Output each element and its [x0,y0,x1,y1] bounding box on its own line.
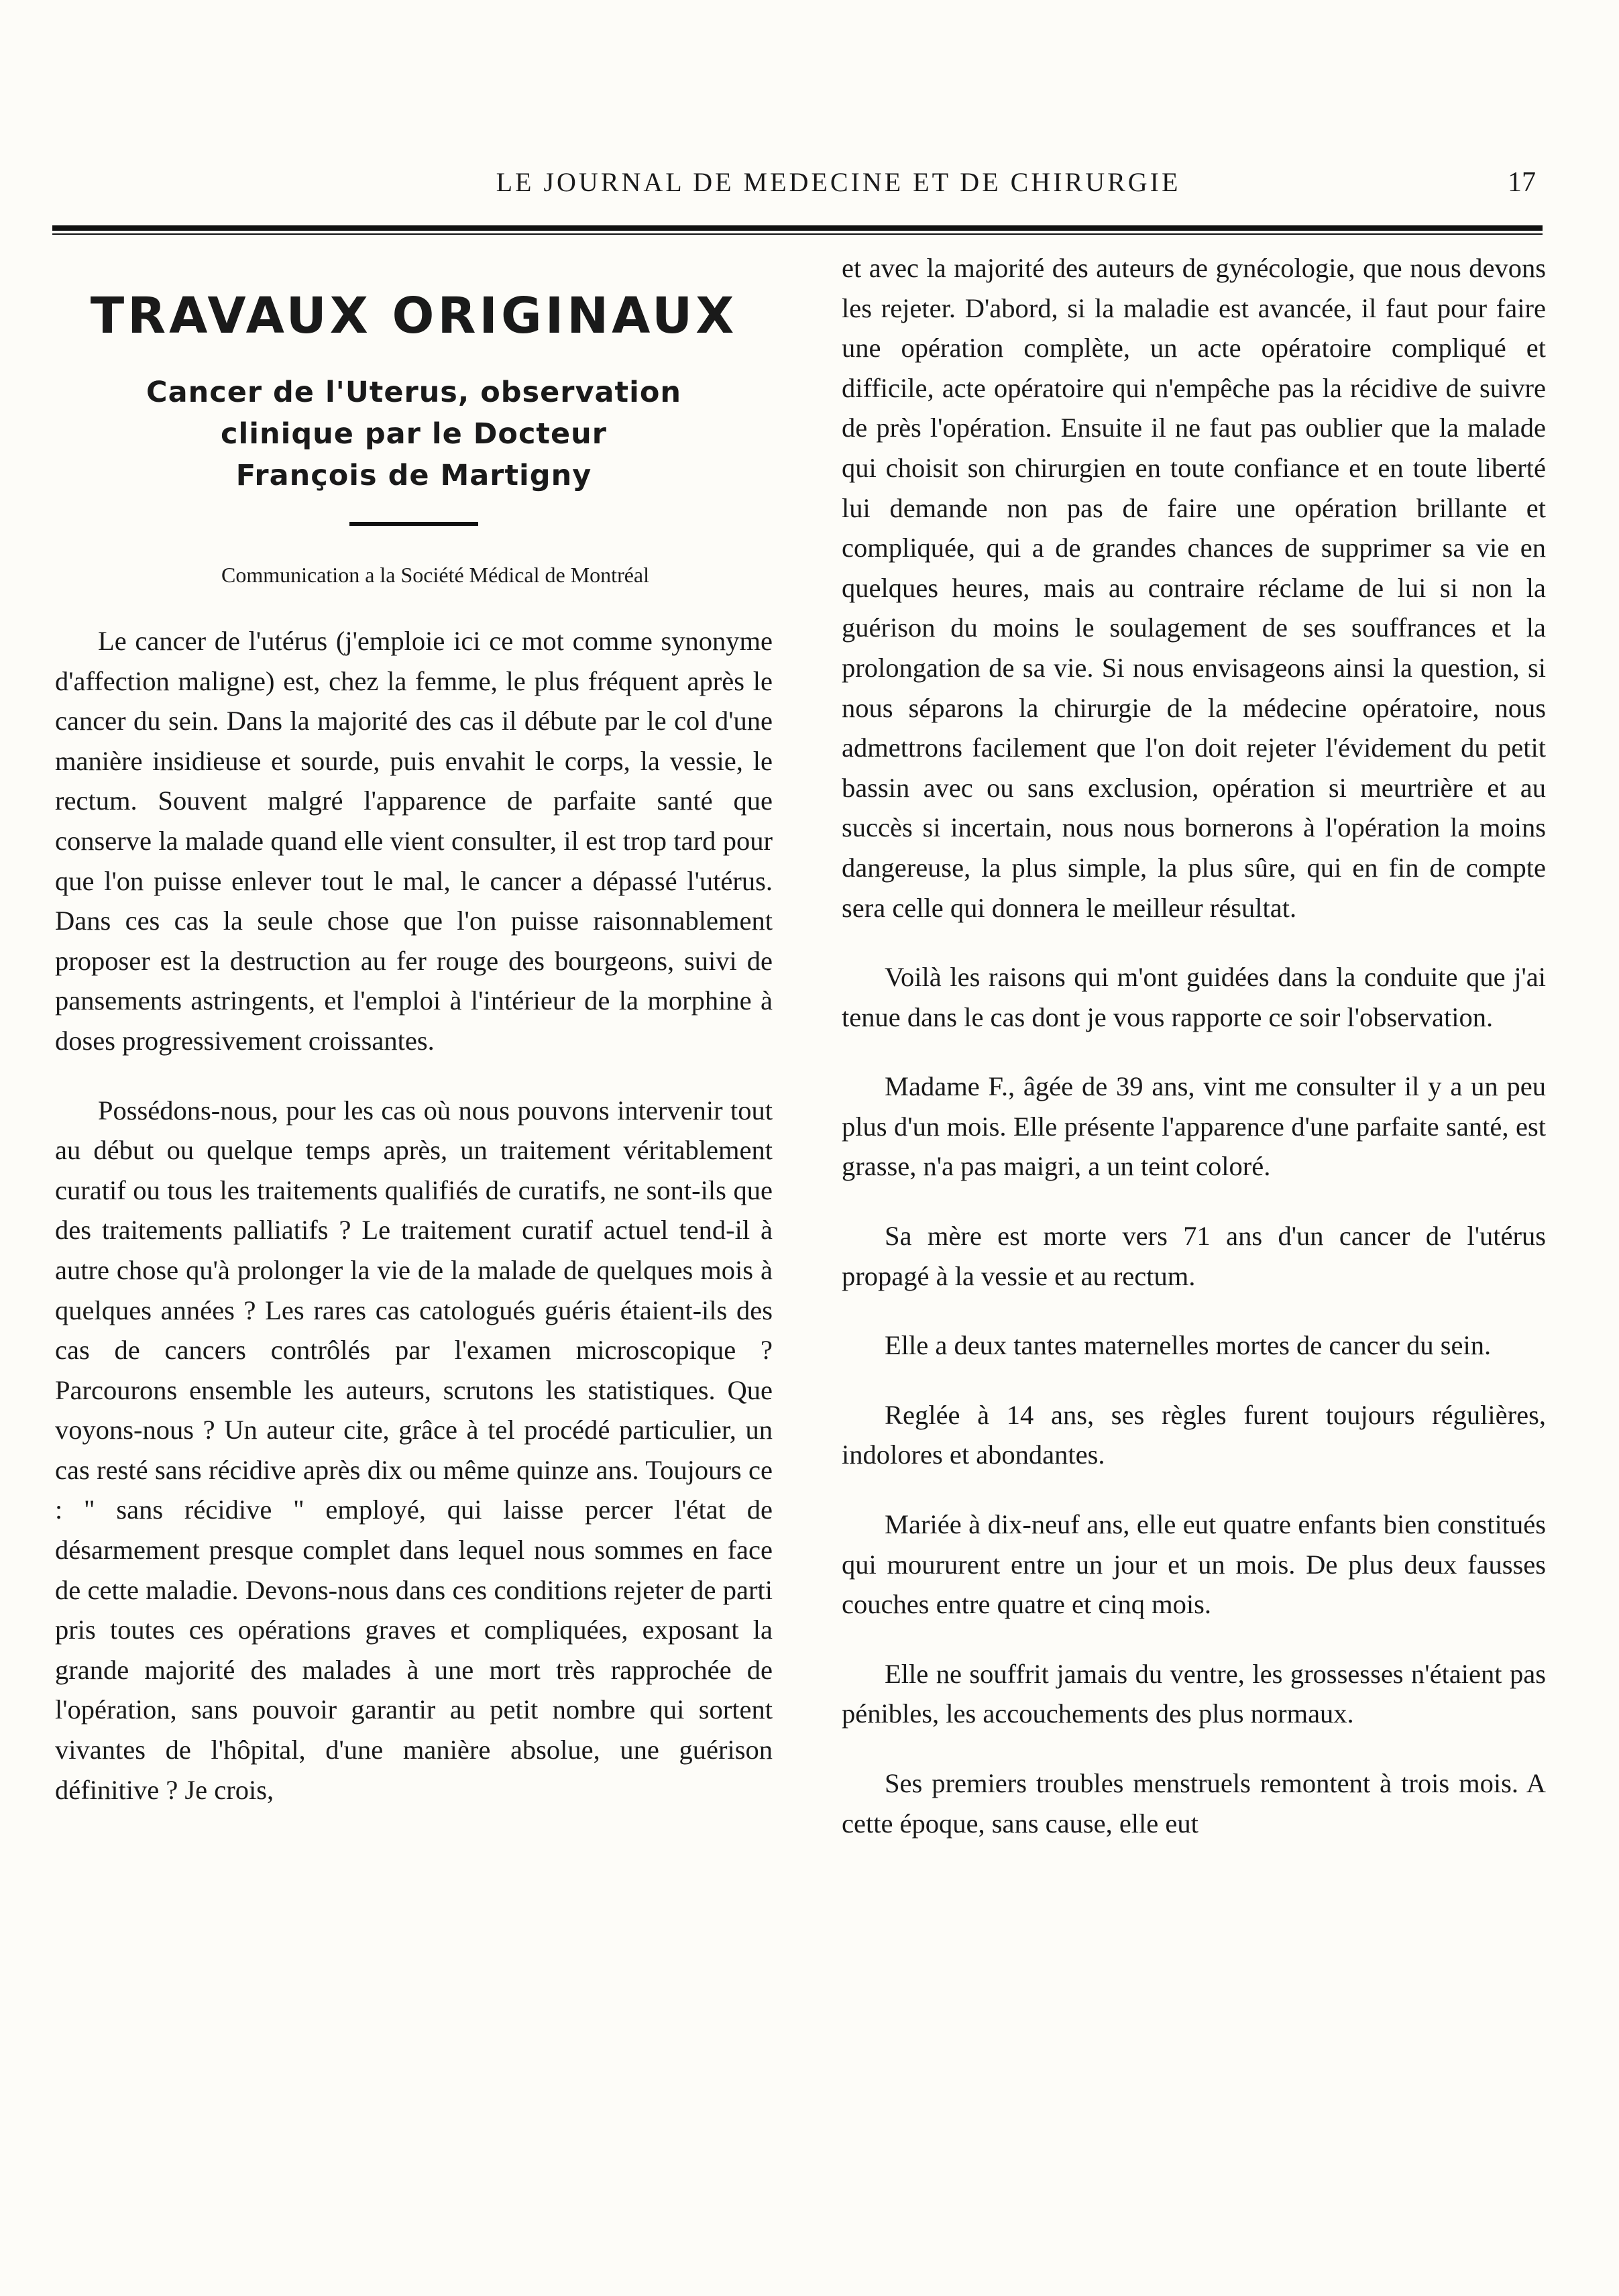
paragraph: Sa mère est morte vers 71 ans d'un cancer de l'utérus propagé à la vessie et au rectum. [842,1221,1546,1291]
paragraph: Le cancer de l'utérus (j'emploie ici ce mot comme synonyme d'affection maligne) est, chez la femme, le plus fréquent après le cancer du sein. Dans la majorité des cas il débute par le col d'une manière insidieuse et sourde, puis envahit le corps, la vessie, le rectum. Souvent malgré l'apparence de parfaite santé que conserve la malade quand elle vient consulter, il est trop tard pour que l'on puisse enlever tout le mal, le cancer a dépassé l'utérus. Dans ces cas la seule chose que l'on puisse raisonnablement proposer est la destruction au fer rouge des bourgeons, suivi de pansements astringents, et l'emploi à l'intérieur de la morphine à doses progressivement croissantes. [55,626,773,1056]
left-column [55,248,773,2247]
paragraph: Elle ne souffrit jamais du ventre, les grossesses n'étaient pas pénibles, les accouchements des plus normaux. [842,1658,1546,1729]
article-title [55,372,773,496]
paragraph-continued: et avec la majorité des auteurs de gynécologie, que nous devons les rejeter. D'abord, si la maladie est avancée, il faut pour faire une opération complète, un acte opératoire compliqué et difficile, acte opératoire qui n'empêche pas la récidive de suivre de près l'opération. Ensuite il ne faut pas oublier que la malade qui choisit son chirurgien en toute confiance et en toute liberté lui demande non pas de faire une opération brillante et compliquée, qui a de grandes chances de supprimer sa vie en quelques heures, mais au contraire réclame de lui si non la guérison du moins le soulagement de ses souffrances et la prolongation de sa vie. Si nous envisageons ainsi la question, si nous séparons la chirurgie de la médecine opératoire, nous admettrons facilement que l'on doit rejeter l'évidement du petit bassin avec ou sans exclusion, opération si meurtrière et au succès si incertain, nous nous bornerons à l'opération la moins dangereuse, la plus simple, la plus sûre, qui en fin de compte sera celle qui donnera le meilleur résultat. [842,253,1546,923]
communication-line: Communication a la Société Médical de Montréal [221,563,650,587]
paragraph: Elle a deux tantes maternelles mortes de cancer du sein. [885,1330,1492,1361]
page-number: 17 [1508,167,1536,198]
paragraph: Mariée à dix-neuf ans, elle eut quatre enfants bien constitués qui moururent entre un jour et un mois. De plus deux fausses couches entre quatre et cinq mois. [842,1509,1546,1620]
paragraph: Possédons-nous, pour les cas où nous pouvons intervenir tout au début ou quelque temps après, un traitement véritablement curatif ou tous les traitements qualifiés de curatifs, ne sont-ils que des traitements palliatifs ? Le traitement curatif actuel tend-il à autre chose qu'à prolonger la vie de la malade de quelques mois à quelques années ? Les rares cas catologués guéris étaient-ils des cas de cancers contrôlés par l'examen microscopique ? Parcourons ensemble les auteurs, scrutons les statistiques. Que voyons-nous ? Un auteur cite, grâce à tel procédé particulier, un cas resté sans récidive après dix ou même quinze ans. Toujours ce : " sans récidive " employé, qui laisse percer l'état de désarmement presque complet dans lequel nous sommes en face de cette maladie. Devons-nous dans ces conditions rejeter de parti pris toutes ces opérations graves et compliquées, exposant la grande majorité des malades à une mort très rapprochée de l'opération, sans pouvoir garantir au petit nombre qui sortent vivantes de l'hôpital, d'une manière absolue, une guérison définitive ? Je crois, [55,1095,773,1805]
section-title: TRAVAUX ORIGINAUX [90,287,738,345]
title-rule [349,522,478,526]
paragraph: Reglée à 14 ans, ses règles furent toujours régulières, indolores et abondantes. [842,1399,1546,1470]
paragraph: Voilà les raisons qui m'ont guidées dans la conduite que j'ai tenue dans le cas dont je vous rapporte ce soir l'observation. [842,962,1546,1032]
header-rule [52,225,1543,235]
right-column [842,248,1546,2247]
article-title-line-1: Cancer de l'Uterus, observation [146,376,681,409]
paragraph: Madame F., âgée de 39 ans, vint me consulter il y a un peu plus d'un mois. Elle présente l'apparence d'une parfaite santé, est grasse, n'a pas maigri, a un teint coloré. [842,1071,1546,1182]
paragraph: Ses premiers troubles menstruels remontent à trois mois. A cette époque, sans cause, elle eut [842,1768,1546,1839]
running-head [0,166,1619,207]
running-title: LE JOURNAL DE MEDECINE ET DE CHIRURGIE [496,167,1181,197]
article-title-line-2: clinique par le Docteur [221,417,607,451]
article-title-line-3: François de Martigny [235,459,592,492]
